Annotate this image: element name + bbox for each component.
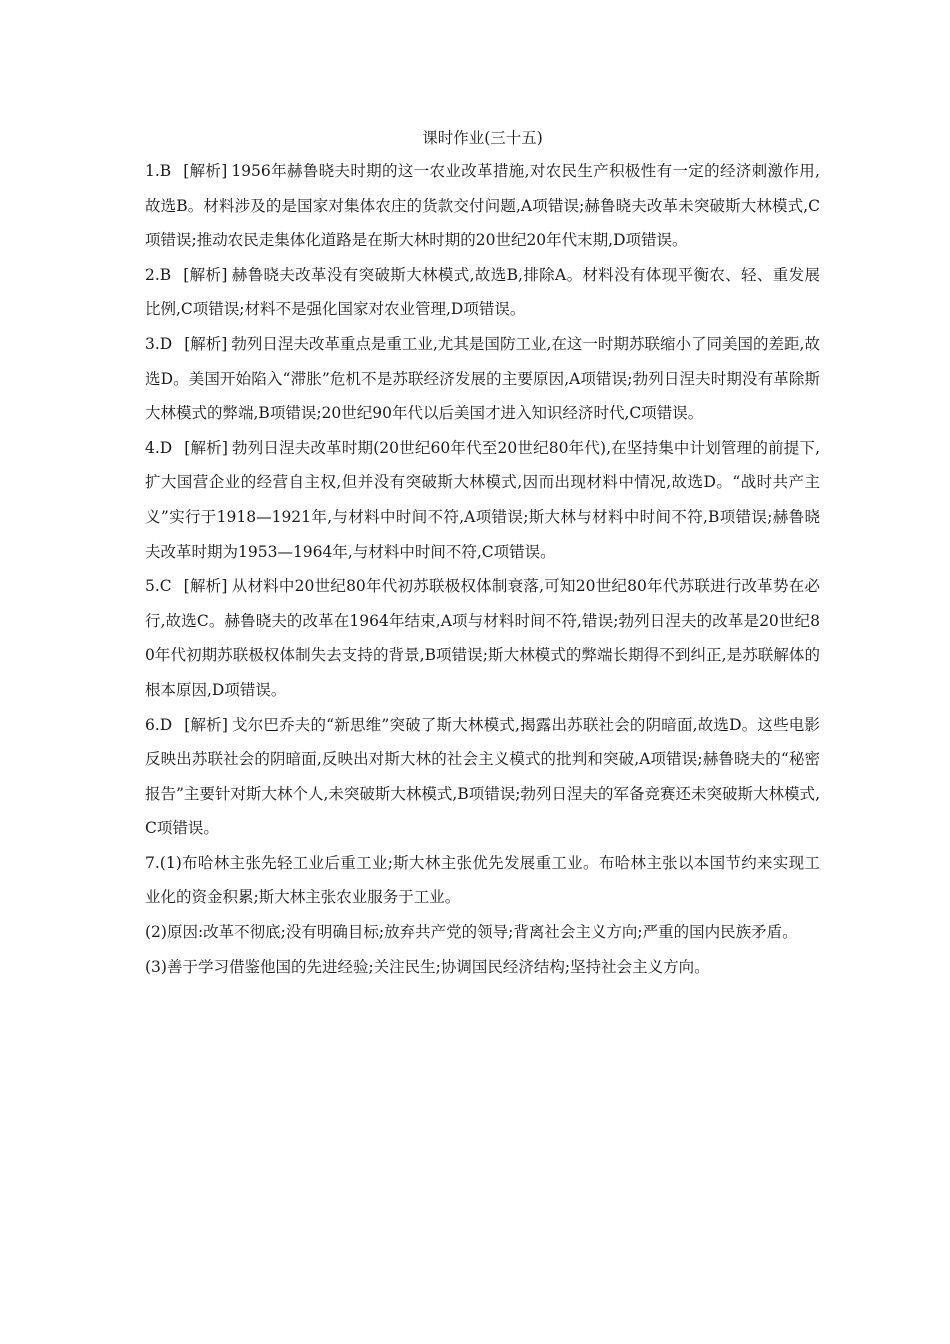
answer-number: 4.D <box>145 438 173 457</box>
answer-3 <box>145 327 820 431</box>
analysis-tag: [解析] <box>183 577 228 596</box>
answer-number: 2.B <box>145 265 172 284</box>
answer-5 <box>145 569 820 707</box>
answer-text: (2)原因:改革不彻底;没有明确目标;放弃共产党的领导;背离社会主义方向;严重的国内民族矛盾。 <box>145 923 798 942</box>
answer-7-part-1 <box>145 846 820 915</box>
analysis-tag: [解析] <box>184 715 228 734</box>
analysis-tag: [解析] <box>183 162 228 180</box>
answer-text: (1)布哈林主张先轻工业后重工业;斯大林主张优先发展重工业。布哈林主张以本国节约来实现工业化的资金积累;斯大林主张农业服务于工业。 <box>145 853 820 907</box>
answer-4 <box>145 431 820 569</box>
answer-text: 勃列日涅夫改革重点是重工业,尤其是国防工业,在这一时期苏联缩小了同美国的差距,故选D。美国开始陷入“滞胀”危机不是苏联经济发展的主要原因,A项错误;勃列日涅夫时期没有革除斯大林模式的弊端,B项错误;20世纪90年代以后美国才进入知识经济时代,C项错误。 <box>145 334 820 423</box>
answer-text: 1956年赫鲁晓夫时期的这一农业改革措施,对农民生产积极性有一定的经济刺激作用,故选B。材料涉及的是国家对集体农庄的货款交付问题,A项错误;赫鲁晓夫改革未突破斯大林模式,C项错误;推动农民走集体化道路是在斯大林时期的20世纪20年代末期,D项错误。 <box>145 162 820 250</box>
page-title: 课时作业(三十五) <box>422 129 543 147</box>
analysis-tag: [解析] <box>184 438 228 457</box>
answer-number: 6.D <box>145 715 173 734</box>
answer-text: 赫鲁晓夫改革没有突破斯大林模式,故选B,排除A。材料没有体现平衡农、轻、重发展比例,C项错误;材料不是强化国家对农业管理,D项错误。 <box>145 265 820 319</box>
answer-text: (3)善于学习借鉴他国的先进经验;关注民生;协调国民经济结构;坚持社会主义方向。 <box>145 957 710 976</box>
answer-7-part-3 <box>145 950 820 985</box>
answer-7-part-2 <box>145 915 820 950</box>
answer-number: 3.D <box>145 334 173 353</box>
answer-sheet <box>145 122 820 984</box>
answer-6 <box>145 708 820 846</box>
answer-text: 戈尔巴乔夫的“新思维”突破了斯大林模式,揭露出苏联社会的阴暗面,故选D。这些电影反映出苏联社会的阴暗面,反映出对斯大林的社会主义模式的批判和突破,A项错误;赫鲁晓夫的“秘密报告”主要针对斯大林个人,未突破斯大林模式,B项错误;勃列日涅夫的军备竞赛还未突破斯大林模式,C项错误。 <box>145 715 820 838</box>
answer-number: 7. <box>145 853 160 872</box>
answer-1 <box>145 154 820 258</box>
analysis-tag: [解析] <box>183 265 228 284</box>
analysis-tag: [解析] <box>184 334 228 353</box>
answer-number: 1.B <box>145 162 172 180</box>
answer-text: 从材料中20世纪80年代初苏联极权体制衰落,可知20世纪80年代苏联进行改革势在必行,故选C。赫鲁晓夫的改革在1964年结束,A项与材料时间不符,错误;勃列日涅夫的改革是20世纪80年代初期苏联极权体制失去支持的背景,B项错误;斯大林模式的弊端长期得不到纠正,是苏联解体的根本原因,D项错误。 <box>145 577 820 699</box>
answer-text: 勃列日涅夫改革时期(20世纪60年代至20世纪80年代),在坚持集中计划管理的前提下,扩大国营企业的经营自主权,但并没有突破斯大林模式,因而出现材料中情况,故选D。“战时共产主义”实行于1918—1921年,与材料中时间不符,A项错误;斯大林与材料中时间不符,B项错误;赫鲁晓夫改革时期为1953—1964年,与材料中时间不符,C项错误。 <box>145 438 820 561</box>
answer-2 <box>145 258 820 327</box>
answer-number: 5.C <box>145 577 172 596</box>
